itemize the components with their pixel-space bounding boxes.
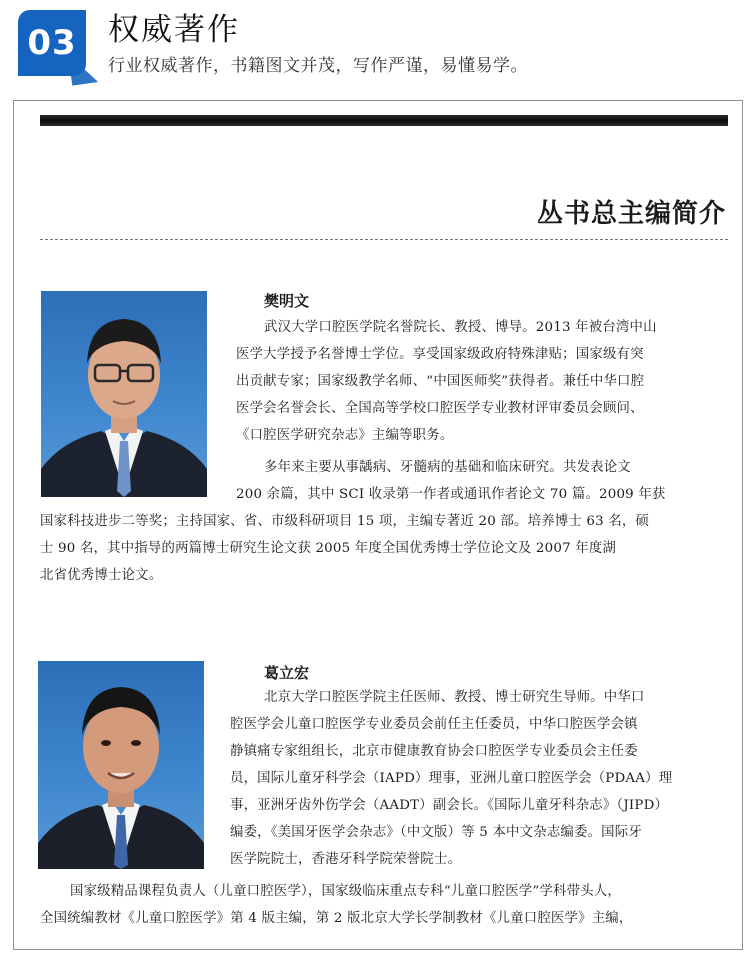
page-header-bar — [40, 115, 728, 126]
editor-bio-line: 编委，《美国牙医学会杂志》（中文版）等 5 本中文杂志编委。国际牙 — [230, 825, 642, 840]
section-title: 丛书总主编简介 — [536, 199, 726, 229]
editor-bio-line: 多年来主要从事龋病、牙髓病的基础和临床研究。共发表论文 — [264, 460, 631, 475]
editor-bio-line: 员，国际儿童牙科学会（IAPD）理事，亚洲儿童口腔医学会（PDAA）理 — [230, 771, 673, 786]
editor-portrait-photo — [41, 291, 207, 497]
editor-bio-line: 国家级精品课程负责人（儿童口腔医学），国家级临床重点专科“儿童口腔医学”学科带头人， — [70, 884, 622, 899]
dotted-divider — [40, 239, 728, 240]
editor-name: 樊明文 — [264, 292, 310, 310]
editor-bio-line: 国家科技进步二等奖；主持国家、省、市级科研项目 15 项，主编专著近 20 部。培养博士 63 名，硕 — [40, 514, 650, 529]
editor-bio-line: 士 90 名，其中指导的两篇博士研究生论文获 2005 年度全国优秀博士学位论文及 2007 年度湖 — [40, 541, 617, 556]
editor-bio-line: 医学院院士，香港牙科学院荣誉院士。 — [230, 852, 462, 867]
editor-bio-line: 事，亚洲牙齿外伤学会（AADT）副会长。《国际儿童牙科杂志》（JIPD） — [230, 798, 669, 813]
page-subtitle: 行业权威著作，书籍图文并茂，写作严谨，易懂易学。 — [108, 56, 528, 76]
editor-portrait-photo — [38, 661, 204, 869]
editor-bio-line: 医学会名誉会长、全国高等学校口腔医学专业教材评审委员会顾问、 — [236, 401, 644, 416]
editor-bio-line: 静镇痛专家组组长，北京市健康教育协会口腔医学专业委员会主任委 — [230, 744, 638, 759]
editor-bio-line: 全国统编教材《儿童口腔医学》第 4 版主编，第 2 版北京大学长学制教材《儿童口腔医学》主编， — [40, 911, 633, 926]
editor-bio-line: 医学大学授予名誉博士学位。享受国家级政府特殊津贴；国家级有突 — [236, 347, 644, 362]
editor-bio-line: 北省优秀博士论文。 — [40, 568, 163, 583]
editor-bio-line: 200 余篇，其中 SCI 收录第一作者或通讯作者论文 70 篇。2009 年获 — [236, 487, 666, 502]
section-number-badge: 03 — [18, 10, 86, 76]
page-title: 权威著作 — [108, 12, 240, 48]
book-page-scan — [13, 100, 743, 950]
badge-tail-decoration — [68, 50, 98, 85]
editor-bio-line: 出贡献专家；国家级教学名师、“中国医师奖”获得者。兼任中华口腔 — [236, 374, 645, 389]
editor-bio-line: 北京大学口腔医学院主任医师、教授、博士研究生导师。中华口 — [264, 690, 645, 705]
editor-bio-line: 腔医学会儿童口腔医学专业委员会前任主任委员，中华口腔医学会镇 — [230, 717, 638, 732]
editor-bio-line: 武汉大学口腔医学院名誉院长、教授、博导。2013 年被台湾中山 — [264, 320, 657, 335]
portrait-illustration — [38, 661, 204, 869]
portrait-illustration — [41, 291, 207, 497]
editor-bio-line: 《口腔医学研究杂志》主编等职务。 — [236, 428, 454, 443]
editor-name: 葛立宏 — [264, 664, 310, 682]
